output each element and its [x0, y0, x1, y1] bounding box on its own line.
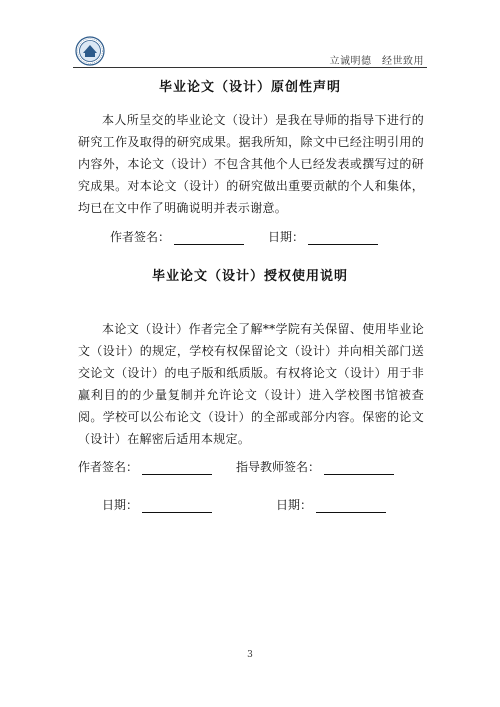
originality-body: 本人所呈交的毕业论文（设计）是我在导师的指导下进行的研究工作及取得的研究成果。据我所知，除文中已经注明引用的内容外，本论文（设计）不包含其他个人已经发表或撰写过的研究成果。对本论文（设计）的研究做出重要贡献的个人和集体，均已在文中作了明确说明并表示谢意。 [78, 113, 424, 215]
advisor-signature [236, 458, 394, 475]
authorization-title: 毕业论文（设计）授权使用说明 [151, 269, 348, 284]
originality-title: 毕业论文（设计）原创性声明 [158, 80, 341, 95]
authorization-date-left [102, 496, 212, 513]
header-divider [73, 67, 427, 68]
date-label: 日期： [268, 230, 305, 244]
authorization-author-signature [78, 458, 212, 475]
originality-date [268, 228, 378, 245]
author-signature-label: 作者签名： [110, 230, 171, 244]
page-number: 3 [247, 650, 253, 660]
date-line[interactable] [142, 500, 212, 513]
advisor-signature-label: 指导教师签名： [236, 460, 321, 474]
authorization-date-right [276, 496, 386, 513]
date-line[interactable] [308, 232, 378, 245]
header-motto: 立诚明德 经世致用 [329, 56, 424, 67]
originality-author-signature [110, 228, 244, 245]
advisor-signature-line[interactable] [324, 462, 394, 475]
authorization-body: 本论文（设计）作者完全了解**学院有关保留、使用毕业论文（设计）的规定，学校有权保留论文（设计）并向相关部门送交论文（设计）的电子版和纸质版。有权将论文（设计）用于非赢利目的的少量复制并允许论文（设计）进入学校图书馆被查阅。学校可以公布论文（设计）的全部或部分内容。保密的论文（设计）在解密后适用本规定。 [78, 322, 424, 446]
author-signature-line[interactable] [142, 462, 212, 475]
date-label: 日期： [276, 498, 313, 512]
university-seal-logo [75, 36, 105, 66]
date-line[interactable] [316, 500, 386, 513]
date-label: 日期： [102, 498, 139, 512]
author-signature-label: 作者签名： [78, 460, 139, 474]
author-signature-line[interactable] [174, 232, 244, 245]
